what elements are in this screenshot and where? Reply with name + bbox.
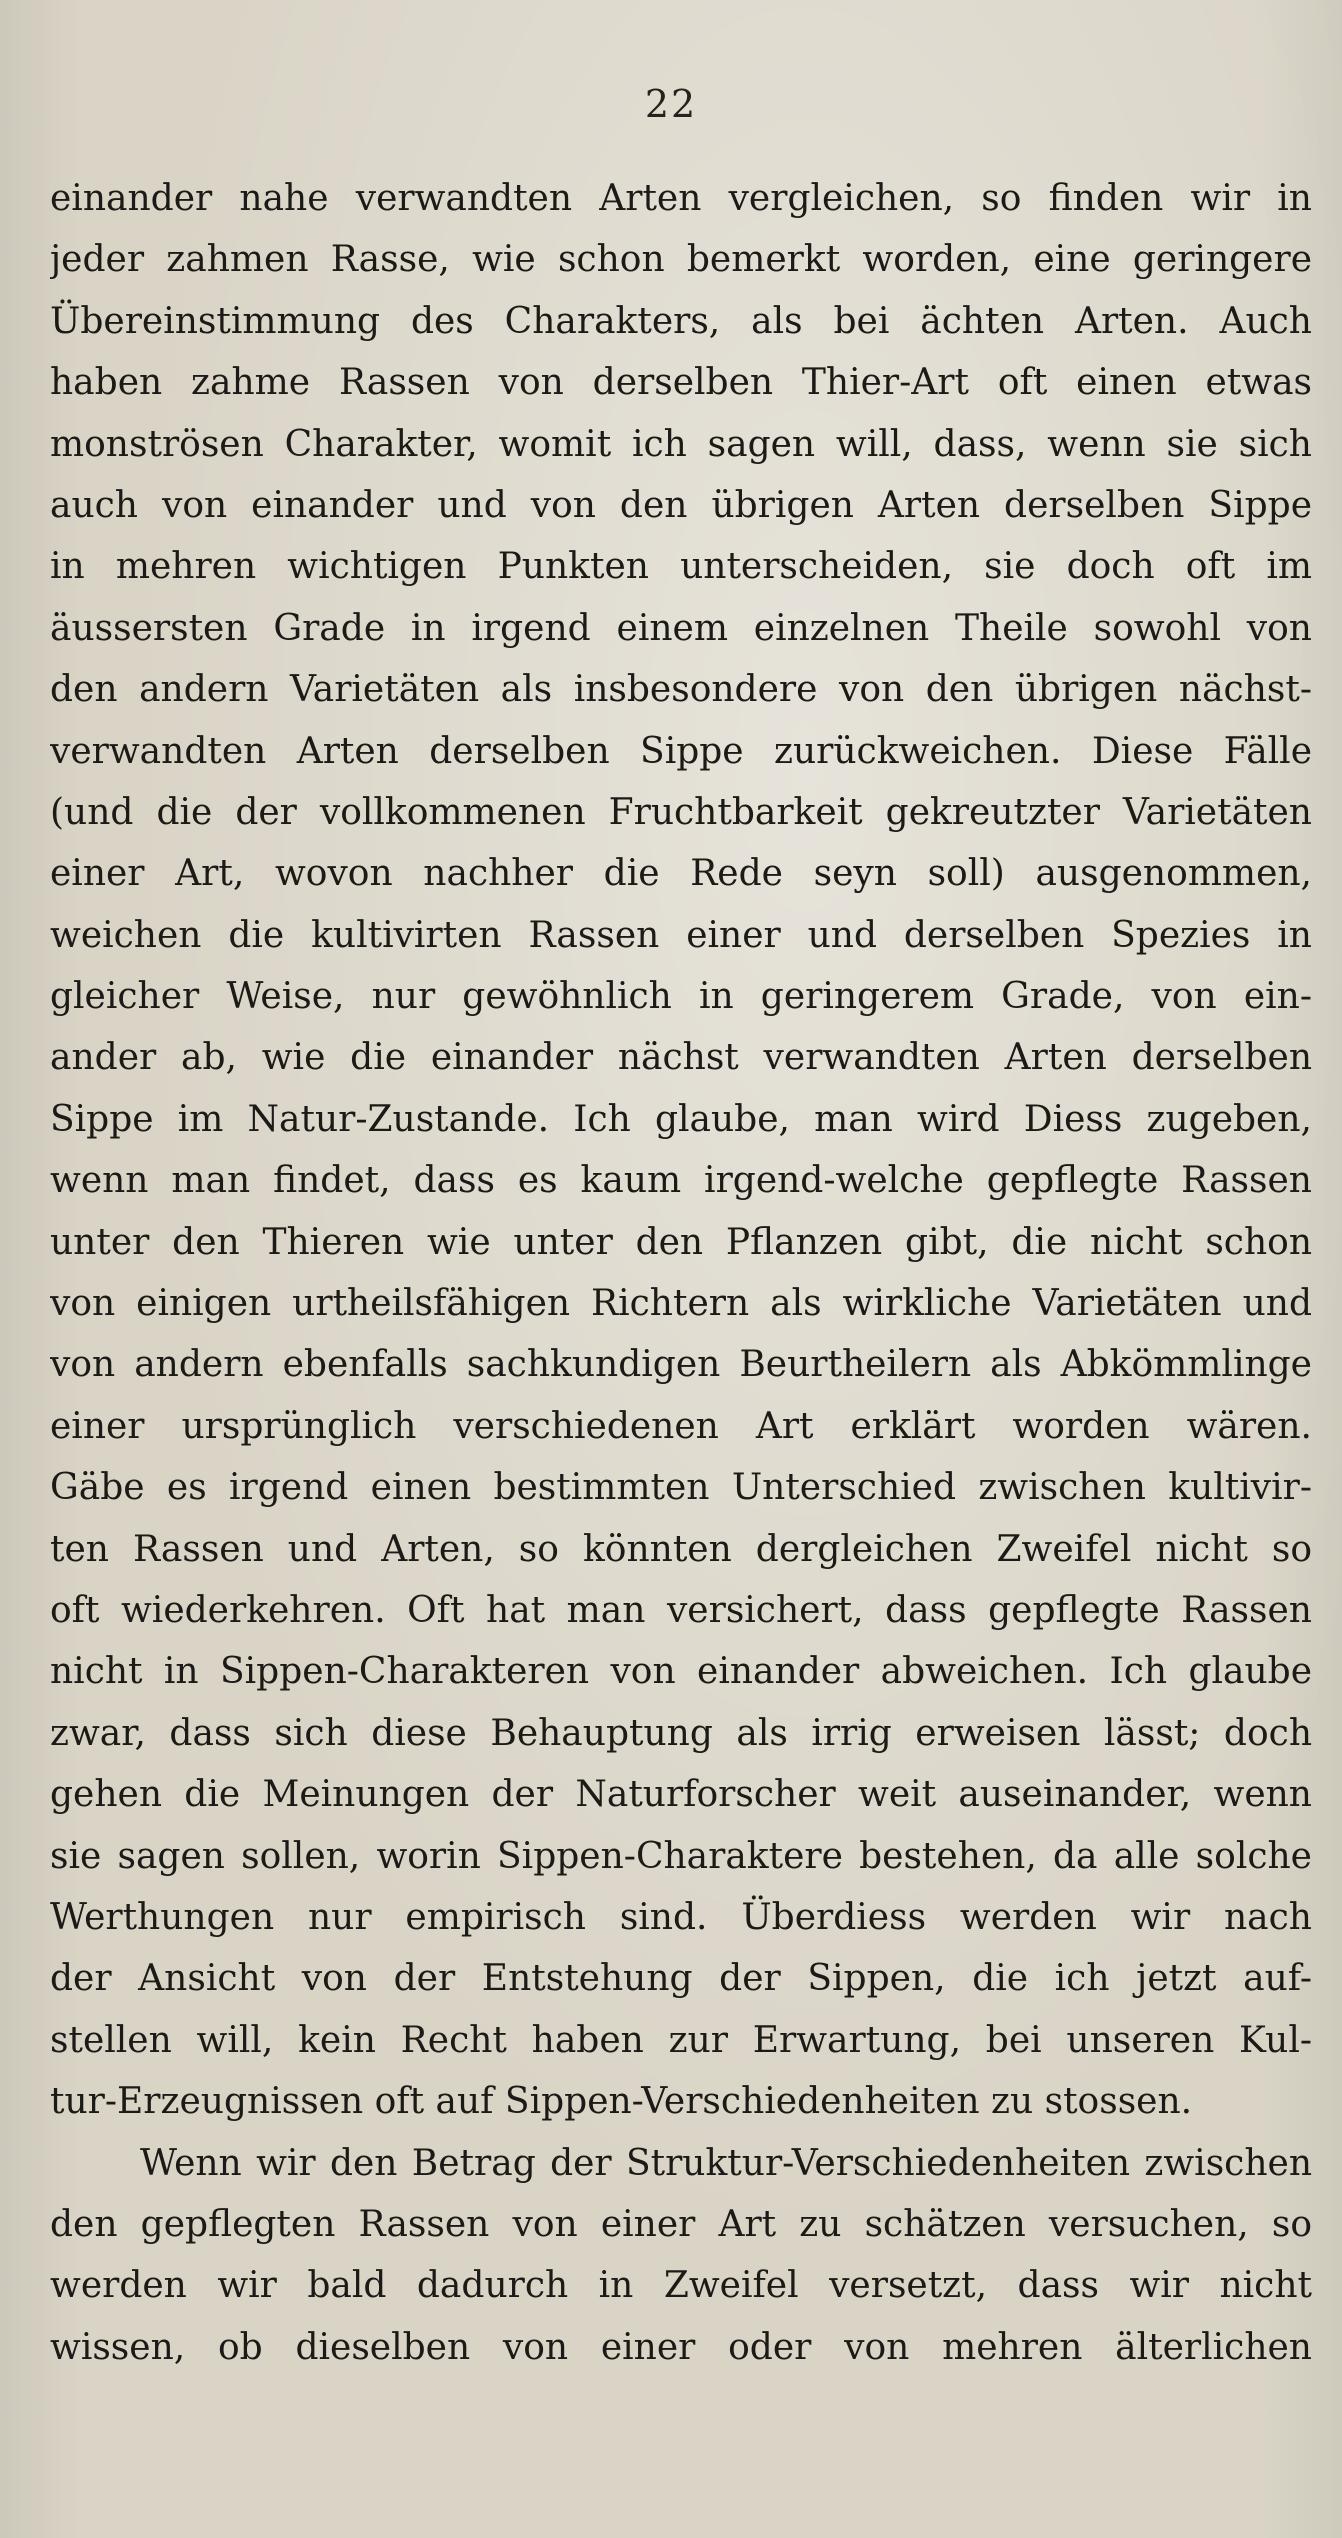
text-line: wissen, ob dieselben von einer oder von mehren älterlichen [50, 2326, 1312, 2368]
text-line: den andern Varietäten als insbesondere von den übrigen nächst- [50, 669, 1312, 711]
text-line: von einigen urtheilsfähigen Richtern als wirkliche Varietäten und [50, 1283, 1312, 1325]
text-line: Übereinstimmung des Charakters, als bei ächten Arten. Auch [50, 300, 1312, 342]
page-number: 22 [644, 82, 698, 126]
text-line: Werthungen nur empirisch sind. Überdiess werden wir nach [50, 1896, 1312, 1938]
text-line: haben zahme Rassen von derselben Thier-Art oft einen etwas [50, 362, 1312, 404]
text-line: monströsen Charakter, womit ich sagen will, dass, wenn sie sich [50, 423, 1312, 465]
text-line: unter den Thieren wie unter den Pflanzen gibt, die nicht schon [50, 1221, 1312, 1263]
text-line: (und die der vollkommenen Fruchtbarkeit gekreutzter Varietäten [50, 791, 1312, 833]
text-line: den gepflegten Rassen von einer Art zu schätzen versuchen, so [50, 2203, 1312, 2245]
text-line: einander nahe verwandten Arten vergleichen, so finden wir in [50, 178, 1312, 219]
text-line: sie sagen sollen, worin Sippen-Charaktere bestehen, da alle solche [50, 1835, 1312, 1877]
paragraph [50, 168, 1312, 2133]
text-line: verwandten Arten derselben Sippe zurückweichen. Diese Fälle [50, 730, 1312, 772]
text-line: weichen die kultivirten Rassen einer und derselben Spezies in [50, 914, 1312, 956]
text-line: Wenn wir den Betrag der Struktur-Verschiedenheiten zwischen [140, 2142, 1312, 2184]
text-line: auch von einander und von den übrigen Arten derselben Sippe [50, 484, 1312, 526]
text-line: einer ursprünglich verschiedenen Art erklärt worden wären. [50, 1405, 1312, 1447]
text-line: wenn man findet, dass es kaum irgend-welche gepflegte Rassen [50, 1160, 1312, 1202]
text-line: gehen die Meinungen der Naturforscher weit auseinander, wenn [50, 1774, 1312, 1816]
text-line: jeder zahmen Rasse, wie schon bemerkt worden, eine geringere [50, 239, 1312, 281]
text-line: oft wiederkehren. Oft hat man versichert, dass gepflegte Rassen [50, 1589, 1312, 1631]
text-line: ten Rassen und Arten, so könnten dergleichen Zweifel nicht so [50, 1528, 1312, 1570]
body-text [50, 168, 1312, 2378]
text-line: tur-Erzeugnissen oft auf Sippen-Verschiedenheiten zu stossen. [50, 2081, 1193, 2123]
text-line: gleicher Weise, nur gewöhnlich in geringerem Grade, von ein- [50, 976, 1312, 1018]
text-line: in mehren wichtigen Punkten unterscheiden, sie doch oft im [50, 546, 1312, 588]
text-line: stellen will, kein Recht haben zur Erwartung, bei unseren Kul- [50, 2019, 1312, 2061]
text-line: einer Art, wovon nachher die Rede seyn soll) ausgenommen, [50, 853, 1312, 895]
paragraph [50, 2133, 1312, 2379]
text-line: Sippe im Natur-Zustande. Ich glaube, man wird Diess zugeben, [50, 1098, 1312, 1140]
text-line: äussersten Grade in irgend einem einzelnen Theile sowohl von [50, 607, 1312, 649]
text-line: zwar, dass sich diese Behauptung als irrig erweisen lässt; doch [50, 1712, 1312, 1754]
text-line: werden wir bald dadurch in Zweifel versetzt, dass wir nicht [50, 2265, 1312, 2307]
text-line: Gäbe es irgend einen bestimmten Unterschied zwischen kultivir- [50, 1467, 1312, 1509]
text-line: ander ab, wie die einander nächst verwandten Arten derselben [50, 1037, 1312, 1079]
text-line: von andern ebenfalls sachkundigen Beurtheilern als Abkömmlinge [50, 1344, 1312, 1386]
text-line: nicht in Sippen-Charakteren von einander abweichen. Ich glaube [50, 1651, 1312, 1693]
text-line: der Ansicht von der Entstehung der Sippen, die ich jetzt auf- [50, 1958, 1312, 2000]
